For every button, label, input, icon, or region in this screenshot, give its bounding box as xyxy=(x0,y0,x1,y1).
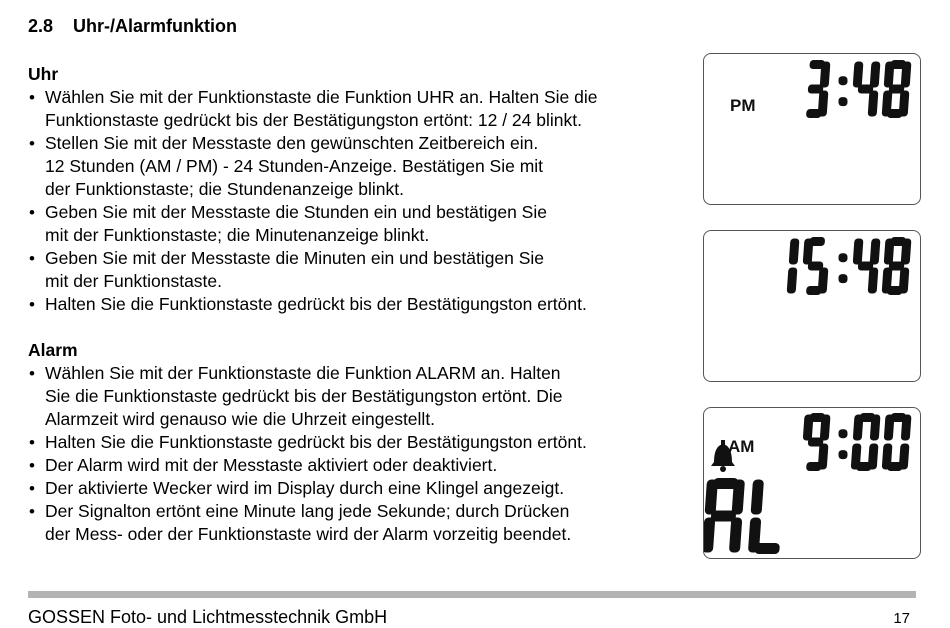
lcd-glyph xyxy=(704,478,745,553)
lcd-colon xyxy=(839,253,848,283)
uhr-heading: Uhr xyxy=(28,64,59,84)
alarm-heading: Alarm xyxy=(28,340,78,360)
page-number: 17 xyxy=(893,610,910,627)
list-item: • Der Alarm wird mit der Messtaste aktiviert oder deaktiviert. xyxy=(28,454,688,477)
lcd-display-24h xyxy=(703,230,921,382)
lcd-display-alarm xyxy=(703,407,921,559)
lcd-colon xyxy=(839,429,848,459)
section-number: 2.8 xyxy=(28,16,54,36)
lcd-glyph xyxy=(748,480,785,555)
list-item: • Halten Sie die Funktionstaste gedrückt bis der Bestätigungston ertönt. xyxy=(28,293,688,316)
uhr-list xyxy=(28,86,688,316)
list-item: • Halten Sie die Funktionstaste gedrückt bis der Bestätigungston ertönt. xyxy=(28,431,688,454)
footer-divider xyxy=(28,591,916,598)
lcd-glyph xyxy=(851,413,881,471)
list-item: • Wählen Sie mit der Funktionstaste die Funktion UHR an. Halten Sie die Funktionstaste gedrückt bis der Bestätigungston ertönt: 12 / 24 blinkt. xyxy=(28,86,688,132)
lcd-colon xyxy=(839,76,848,106)
text-column xyxy=(28,63,688,546)
am-indicator: AM xyxy=(728,437,755,456)
lcd-time-digits xyxy=(801,413,912,471)
lcd-display-pm xyxy=(703,53,921,205)
lcd-glyph xyxy=(806,60,831,118)
lcd-glyph xyxy=(801,237,831,295)
lcd-glyph xyxy=(801,413,831,471)
alarm-list xyxy=(28,362,688,546)
section-title xyxy=(28,16,237,37)
list-item: • Geben Sie mit der Messtaste die Minuten ein und bestätigen Sie mit der Funktionstaste. xyxy=(28,247,688,293)
section-heading: Uhr-/Alarmfunktion xyxy=(73,16,238,36)
list-item: • Stellen Sie mit der Messtaste den gewünschten Zeitbereich ein. 12 Stunden (AM / PM) - 24 Stunden-Anzeige. Bestätigen Sie mit der Funktionstaste; die Stundenanzeige blinkt. xyxy=(28,132,688,201)
footer-company: GOSSEN Foto- und Lichtmesstechnik GmbH xyxy=(28,607,388,627)
lcd-glyph xyxy=(851,239,881,294)
list-item: • Wählen Sie mit der Funktionstaste die Funktion ALARM an. Halten Sie die Funktionstaste gedrückt bis der Bestätigungston ertönt. Die Alarmzeit wird genauso wie die Uhrzeit eingestellt. xyxy=(28,362,688,431)
lcd-glyph xyxy=(882,413,912,471)
list-item: • Der Signalton ertönt eine Minute lang jede Sekunde; durch Drücken der Mess- oder der Funktionstaste wird der Alarm vorzeitig beendet. xyxy=(28,500,688,546)
lcd-time-digits xyxy=(787,237,912,295)
lcd-glyph xyxy=(882,237,912,295)
list-item: • Geben Sie mit der Messtaste die Stunden ein und bestätigen Sie mit der Funktionstaste; die Minutenanzeige blinkt. xyxy=(28,201,688,247)
lcd-alarm-mode xyxy=(704,478,784,554)
lcd-glyph xyxy=(851,62,881,117)
pm-indicator: PM xyxy=(730,96,756,115)
lcd-time-digits xyxy=(806,60,912,118)
list-item: • Der aktivierte Wecker wird im Display durch eine Klingel angezeigt. xyxy=(28,477,688,500)
lcd-glyph xyxy=(787,239,800,294)
lcd-glyph xyxy=(882,60,912,118)
